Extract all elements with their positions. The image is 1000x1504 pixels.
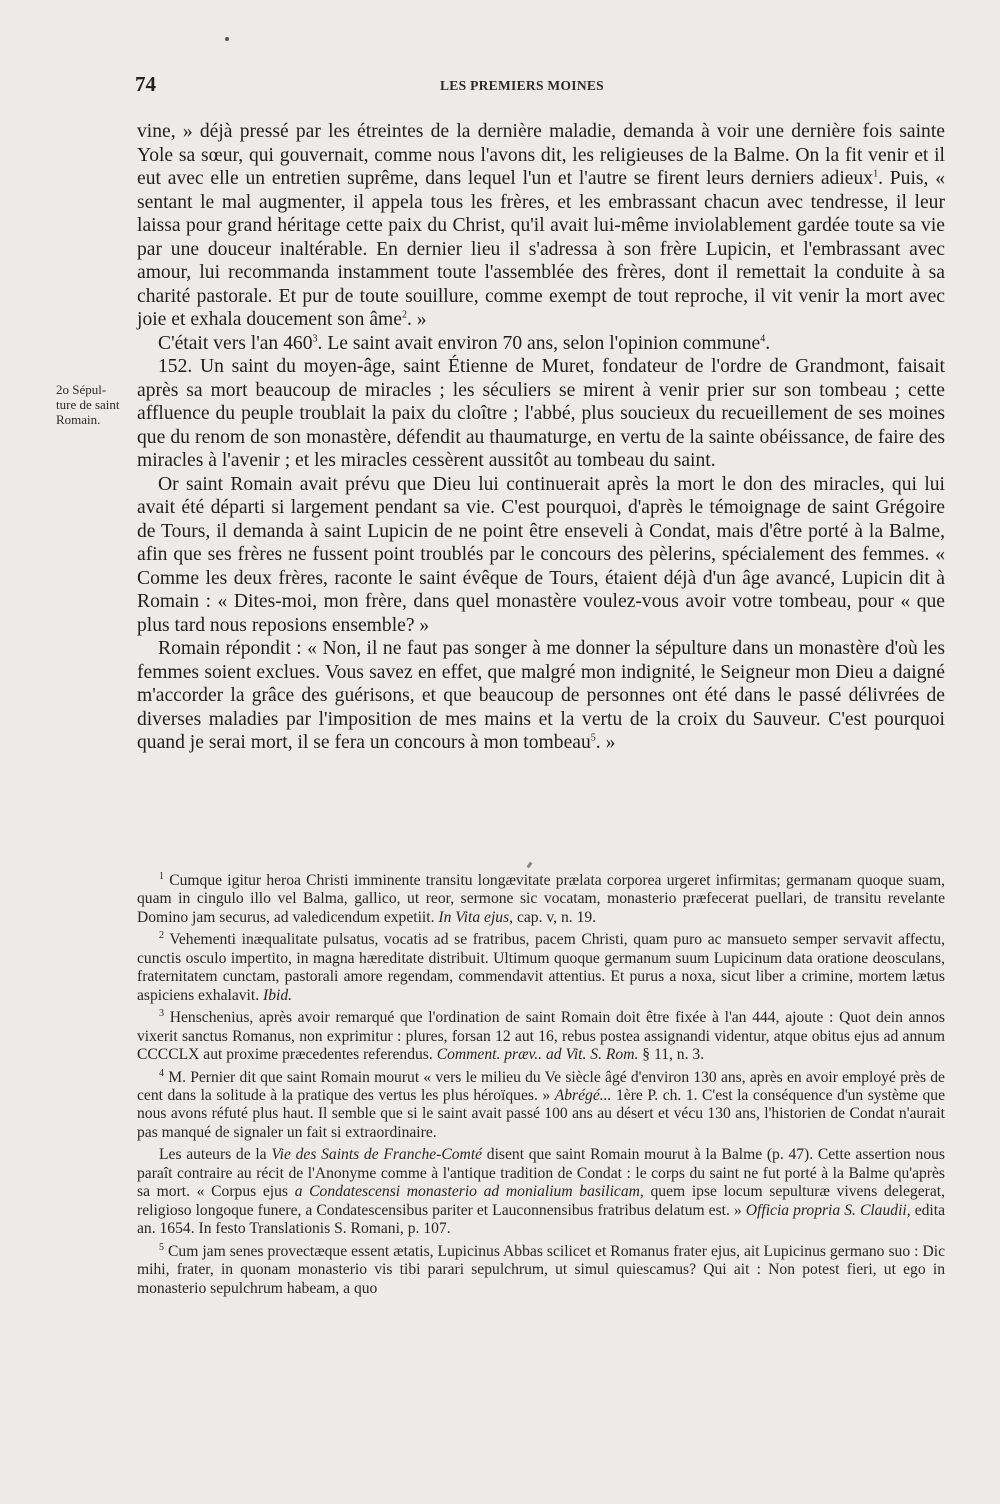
text-run: Cum jam senes provectæque essent ætatis, Lupicinus Abbas scilicet et Romanus frater ejus, ait Lupicinus germano suo : Dic mihi, frater, in quonam monasterio vis tibi parari sepulchrum, ut simul quiescamus? Qui ait : Non potest fieri, ut ego in monasterio sepulchrum habeam, a quo [137, 1242, 945, 1297]
margin-note-line: ture de saint [56, 397, 120, 412]
text-run: Henschenius, après avoir remarqué que l'ordination de saint Romain doit être fixée à l'an 444, ajoute : Quot dein annos vixerit sanctus Romanus, non exprimitur : plures, forsan 12 aut 16, rebus postea assignandi videntur, atque obitus ejus ad annum CCCCLX aut proxime præcedentes referendus. [137, 1009, 945, 1064]
footnote [137, 1069, 945, 1143]
margin-note-line: Romain. [56, 412, 101, 427]
text-run: . » [595, 732, 616, 753]
page-header [135, 72, 945, 100]
citation: a Condatescensi monasterio ad monialium basilicam, [294, 1183, 644, 1201]
text-run: § 11, n. 3. [642, 1046, 705, 1064]
footnote-mark: 2 [159, 930, 164, 942]
separator-mark [527, 862, 533, 869]
text-run: . Puis, « sentant le mal augmenter, il appela tous les frères, et les embrassant chacun avec tendresse, il leur laissa pour grand héritage cette paix du Christ, qu'il avait lui-même inviolablement gardée toute sa vie par une douceur inaltérable. En dernier lieu il s'adressa à son frère Lupicin, et l'embrassant avec amour, lui recommanda instamment toute l'assemblée des frères, dont il remettait la conduite à sa charité pastorale. Et pur de toute souillure, comme exempt de tout reproche, il vit venir la mort avec joie et exhala doucement son âme [137, 168, 946, 330]
citation: Vie des Saints de Franche-Comté [271, 1146, 483, 1164]
text-run: cap. v, n. 19. [516, 908, 597, 926]
footnote-ref: 3 [312, 332, 318, 344]
citation: Officia propria S. Claudii, [745, 1201, 911, 1219]
margin-note [56, 382, 134, 427]
paragraph: Or saint Romain avait prévu que Dieu lui continuerait après la mort le don des miracles, qui lui avait été départi si largement pendant sa vie. C'est pourquoi, d'après le témoignage de saint Grégoire de Tours, il demanda à saint Lupicin de ne point être enseveli à Condat, mais d'être porté à la Balme, afin que ses frères ne fussent point troublés par le concours des pèlerins, spécialement des femmes. « Comme les deux frères, raconte le saint évêque de Tours, étaient déjà d'un âge avancé, Lupicin dit à Romain : « Dites-moi, mon frère, dans quel monastère voulez-vous avoir votre tombeau, pour « que plus tard nous reposions ensemble? » [137, 473, 945, 636]
paragraph [137, 637, 945, 755]
text-run: . Le saint avait environ 70 ans, selon l'opinion commune [317, 332, 761, 354]
citation: Abrégé... [554, 1086, 612, 1104]
text-run: Vehementi inæqualitate pulsatus, vocatis ad se fratribus, pacem Christi, quam puro ac mansueto semper servavit affectu, cunctis osculo impertito, in magna hæreditate distribuit. Ultimum quoque germanum suum Lupicinum data oratione deosculans, fraternitatem cunctam, pastorali amore regendam, commendavit attentius. Et purus a noxa, sicut liber a crimine, mortem lætus aspiciens exhalavit. [137, 931, 945, 1004]
footnote-ref: 1 [873, 168, 879, 180]
page-number: 74 [135, 72, 156, 96]
paragraph [137, 332, 945, 356]
footnote-mark: 1 [159, 870, 164, 882]
text-run: 1ère P. ch. 1. C'est la conséquence d'un système que nous avons réfuté plus haut. Il semble que si le saint avait passé 100 ans au désert et vécu 130 ans, l'historien de Condat n'aurait pas manqué de signaler un fait si extraordinaire. [137, 1086, 946, 1141]
footnote [137, 1009, 945, 1064]
text-run: quem ipse locum sepulturæ vivens delegerat, religioso longoque funere, a Condatescensibus pariter et Lauconnensibus fratribus delatum est. » [137, 1183, 945, 1219]
citation: In Vita ejus, [438, 908, 514, 926]
footnote-mark: 5 [159, 1241, 164, 1253]
text-run: edita an. 1654. In festo Translationis S. Romani, p. 107. [137, 1201, 945, 1238]
footnote-ref: 4 [760, 332, 766, 344]
footnote-mark: 4 [159, 1067, 164, 1079]
text-run: . » [406, 309, 427, 330]
margin-note-line: 2o Sépul- [56, 382, 107, 397]
footnote [137, 872, 945, 927]
footnote-ref: 2 [401, 309, 407, 321]
text-run: C'était vers l'an 460 [158, 332, 313, 354]
text-run: Romain répondit : « Non, il ne faut pas songer à me donner la sépulture dans un monastère d'où les femmes soient exclues. Vous savez en effet, que malgré mon indignité, le Seigneur mon Dieu a daigné m'accorder la grâce des guérisons, et que beaucoup de personnes ont été dans le passé délivrées de diverses maladies par l'imposition de mes mains et la vertu de la croix du Sauveur. C'est pourquoi quand je serai mort, il se fera un concours à mon tombeau [137, 638, 945, 753]
ink-speck [225, 37, 229, 41]
footnotes [137, 872, 945, 1298]
main-text [137, 120, 945, 755]
footnote [137, 931, 945, 1005]
paragraph [137, 120, 945, 332]
text-run: Les auteurs de la [159, 1146, 267, 1164]
footnote-ref: 5 [590, 732, 596, 744]
text-run: M. Pernier dit que saint Romain mourut « vers le milieu du Ve siècle âgé d'environ 130 ans, après en avoir employé près de cent dans la solitude à la pratique des vertus les plus héroïques. » [137, 1068, 945, 1104]
text-run: vine, » déjà pressé par les étreintes de la dernière maladie, demanda à voir une dernière fois sainte Yole sa sœur, qui gouvernait, comme nous l'avons dit, les religieuses de la Balme. On la fit venir et il eut avec elle un entretien suprême, dans lequel l'un et l'autre se firent leurs derniers adieux [137, 121, 945, 189]
footnote [137, 1243, 945, 1298]
text-run: Cumque igitur heroa Christi imminente transitu longævitate prælata corporea urgeret infirmitas; germanam quoque suam, quam in cingulo illo vel Balma, gallico, ut reor, sermone sic vocatam, monasterio præfecerat puellari, de transitu revelante Domino jam securus, ad valedicendum expetiit. [137, 872, 945, 926]
citation: Comment. præv.. ad Vit. S. Rom. [436, 1046, 639, 1064]
text-run: . [765, 332, 771, 354]
text-run: disent que saint Romain mourut à la Balme (p. 47). Cette assertion nous paraît contraire au récit de l'Anonyme comme à l'antique tradition de Condat : le corps du saint ne fut porté à la Balme qu'après sa mort. « Corpus ejus [137, 1146, 946, 1201]
footnote-mark: 3 [159, 1007, 164, 1019]
running-title: LES PREMIERS MOINES [440, 78, 604, 93]
citation: Ibid. [263, 986, 293, 1004]
footnote [137, 1146, 945, 1238]
paragraph: 152. Un saint du moyen-âge, saint Étienne de Muret, fondateur de l'ordre de Grandmont, faisait après sa mort beaucoup de miracles ; les séculiers se mirent à venir prier sur son tombeau ; cette affluence du peuple troublait la paix du cloître ; l'abbé, plus soucieux du recueillement de ses moines que du renom de son monastère, défendit au thaumaturge, en vertu de la sainte obéissance, de faire des miracles à l'avenir ; et les miracles cessèrent aussitôt au tombeau du saint. [137, 356, 945, 471]
